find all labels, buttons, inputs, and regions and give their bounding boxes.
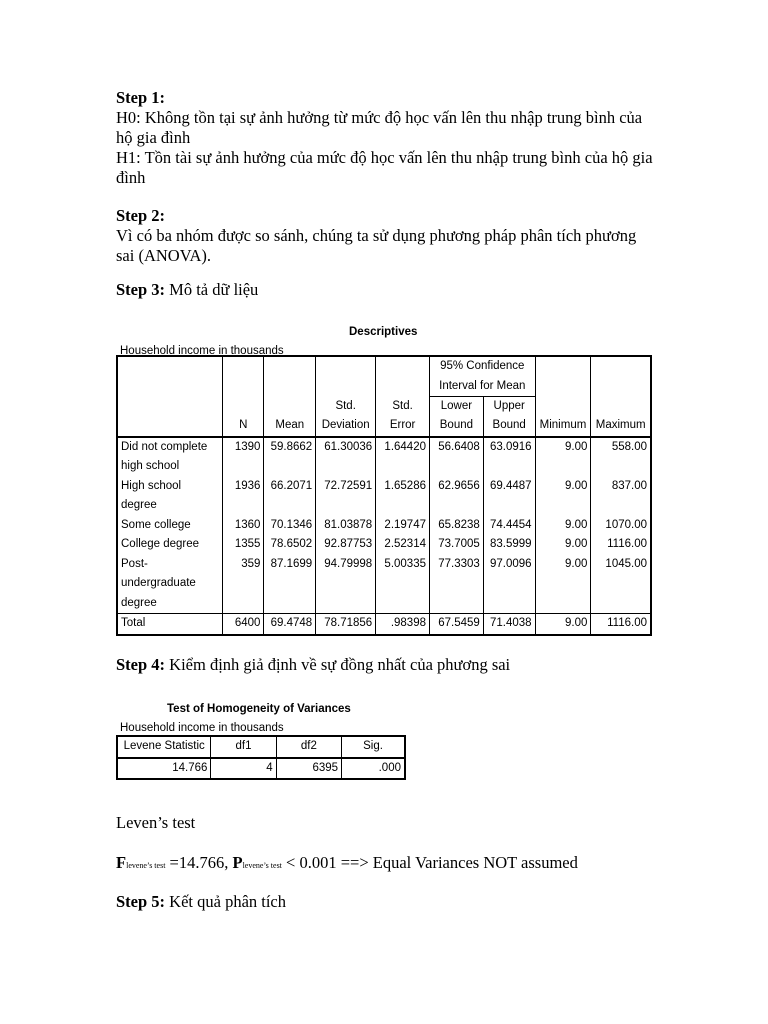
hypothesis-h1: H1: Tồn tài sự ảnh hưởng của mức độ học vấn lên thu nhập trung bình của hộ gia đình (116, 148, 653, 187)
step4-text: Kiểm định giả định về sự đồng nhất của phương sai (169, 655, 511, 674)
cell-max: 1116.00 (607, 538, 647, 550)
col-sd-top: Std. (316, 397, 376, 417)
hov-df1-value: 4 (211, 758, 276, 780)
row-label-line: College degree (121, 538, 200, 550)
cell-mean: 78.6502 (264, 535, 316, 555)
p-conclusion: < 0.001 ==> Equal Variances NOT assumed (281, 853, 578, 872)
step5-text: Kết quả phân tích (169, 892, 287, 911)
row-label (117, 614, 223, 635)
table-row (117, 555, 651, 614)
p-letter: P (232, 853, 243, 872)
cell-mean: 87.1699 (264, 555, 316, 614)
table-row (117, 516, 651, 536)
cell-mean: 69.4748 (264, 614, 316, 635)
step4-block (116, 655, 510, 675)
cell-sd: 72.72591 (316, 477, 376, 516)
cell-se: 2.52314 (376, 535, 430, 555)
row-label (117, 437, 223, 477)
hov-sig-value: .000 (378, 761, 401, 774)
row-label (117, 555, 223, 614)
step5-block (116, 892, 286, 912)
cell-min: 9.00 (535, 437, 591, 477)
hov-df2-value: 6395 (276, 758, 341, 780)
step5-label: Step 5: (116, 892, 166, 911)
cell-lower: 56.6408 (430, 437, 484, 477)
cell-mean: 70.1346 (264, 516, 316, 536)
row-label (117, 535, 223, 555)
p-subscript: levene’s test (242, 861, 282, 870)
row-label (117, 477, 223, 516)
step2-block (116, 206, 656, 266)
cell-upper: 71.4038 (483, 614, 535, 635)
row-label-line: degree (121, 499, 157, 511)
cell-mean: 59.8662 (264, 437, 316, 477)
step3-block (116, 280, 258, 300)
cell-max: 1045.00 (605, 557, 647, 570)
col-upper-top: Upper (483, 397, 535, 417)
cell-n: 6400 (223, 614, 264, 635)
col-lower-top: Lower (430, 397, 484, 417)
ci-header (430, 356, 536, 397)
row-label (117, 516, 223, 536)
col-min: Minimum (535, 416, 591, 437)
cell-se: 1.64420 (376, 437, 430, 477)
row-label-line: Post- (121, 557, 148, 570)
step4-label: Step 4: (116, 655, 166, 674)
cell-lower: 77.3303 (430, 555, 484, 614)
f-subscript: levene’s test (126, 861, 166, 870)
table-row (117, 477, 651, 516)
homogeneity-table (116, 735, 406, 780)
f-value: =14.766, (165, 853, 233, 872)
homogeneity-subtitle: Household income in thousands (120, 722, 284, 734)
cell-n: 1360 (223, 516, 264, 536)
col-se-top: Std. (376, 397, 430, 417)
cell-upper: 97.0096 (483, 555, 535, 614)
cell-se: 5.00335 (376, 555, 430, 614)
col-sd: Deviation (316, 416, 376, 437)
step2-label: Step 2: (116, 206, 166, 225)
cell-n: 359 (223, 555, 264, 614)
cell-lower: 62.9656 (430, 477, 484, 516)
hypothesis-h0: H0: Không tồn tại sự ảnh hưởng từ mức độ học vấn lên thu nhập trung bình của hộ gia đình (116, 108, 643, 147)
hov-header-sig: Sig. (363, 740, 383, 752)
row-label-line: high school (121, 460, 180, 472)
cell-min: 9.00 (535, 555, 591, 614)
row-label-line: Total (121, 617, 146, 629)
col-n: N (223, 416, 264, 437)
step3-text: Mô tả dữ liệu (169, 280, 259, 299)
cell-sd: 94.79998 (316, 555, 376, 614)
hov-header-levene: Levene Statistic (117, 736, 211, 758)
descriptives-subtitle: Household income in thousands (120, 345, 284, 357)
ci-header-line1: 95% Confidence (440, 360, 525, 372)
col-upper: Bound (483, 416, 535, 437)
table-row (117, 437, 651, 477)
col-max: Maximum (595, 419, 646, 431)
cell-sd: 78.71856 (316, 614, 376, 635)
levene-result (116, 853, 578, 876)
cell-min: 9.00 (535, 477, 591, 516)
cell-upper: 83.5999 (483, 535, 535, 555)
cell-lower: 67.5459 (430, 614, 484, 635)
cell-min: 9.00 (535, 614, 591, 635)
ci-header-line2: Interval for Mean (439, 379, 526, 392)
cell-max: 558.00 (611, 440, 647, 453)
cell-n: 1936 (223, 477, 264, 516)
row-label-line: High school (121, 479, 182, 492)
hov-levene-value: 14.766 (117, 758, 211, 780)
step1-label: Step 1: (116, 88, 166, 107)
hov-header-df1: df1 (211, 736, 276, 758)
cell-se: 1.65286 (376, 477, 430, 516)
col-lower: Bound (430, 416, 484, 437)
row-label-line: degree (121, 596, 157, 609)
col-mean: Mean (264, 416, 316, 437)
table-row (117, 535, 651, 555)
homogeneity-title: Test of Homogeneity of Variances (167, 703, 351, 715)
step2-text: Vì có ba nhóm được so sánh, chúng ta sử dụng phương pháp phân tích phương sai (ANOVA). (116, 226, 637, 265)
descriptives-table (116, 355, 652, 636)
row-label-line: undergraduate (121, 577, 196, 589)
cell-se: 2.19747 (376, 516, 430, 536)
step1-block (116, 88, 656, 188)
cell-se: .98398 (376, 614, 430, 635)
step3-label: Step 3: (116, 280, 166, 299)
cell-lower: 73.7005 (430, 535, 484, 555)
cell-min: 9.00 (535, 535, 591, 555)
cell-sd: 92.87753 (316, 535, 376, 555)
cell-upper: 74.4454 (483, 516, 535, 536)
cell-upper: 69.4487 (483, 477, 535, 516)
cell-mean: 66.2071 (264, 477, 316, 516)
f-letter: F (116, 853, 127, 872)
cell-upper: 63.0916 (483, 437, 535, 477)
hov-header-df2: df2 (276, 736, 341, 758)
cell-lower: 65.8238 (430, 516, 484, 536)
cell-max: 837.00 (611, 479, 647, 492)
col-se: Error (376, 416, 430, 437)
descriptives-title: Descriptives (349, 326, 418, 338)
cell-n: 1355 (223, 535, 264, 555)
cell-n: 1390 (223, 437, 264, 477)
cell-min: 9.00 (535, 516, 591, 536)
table-row (117, 614, 651, 635)
cell-max: 1070.00 (605, 518, 647, 531)
row-label-line: Did not complete (121, 440, 208, 453)
cell-sd: 81.03878 (316, 516, 376, 536)
levene-heading: Leven’s test (116, 813, 196, 832)
cell-sd: 61.30036 (316, 437, 376, 477)
cell-max: 1116.00 (607, 617, 647, 629)
row-label-line: Some college (121, 518, 191, 531)
